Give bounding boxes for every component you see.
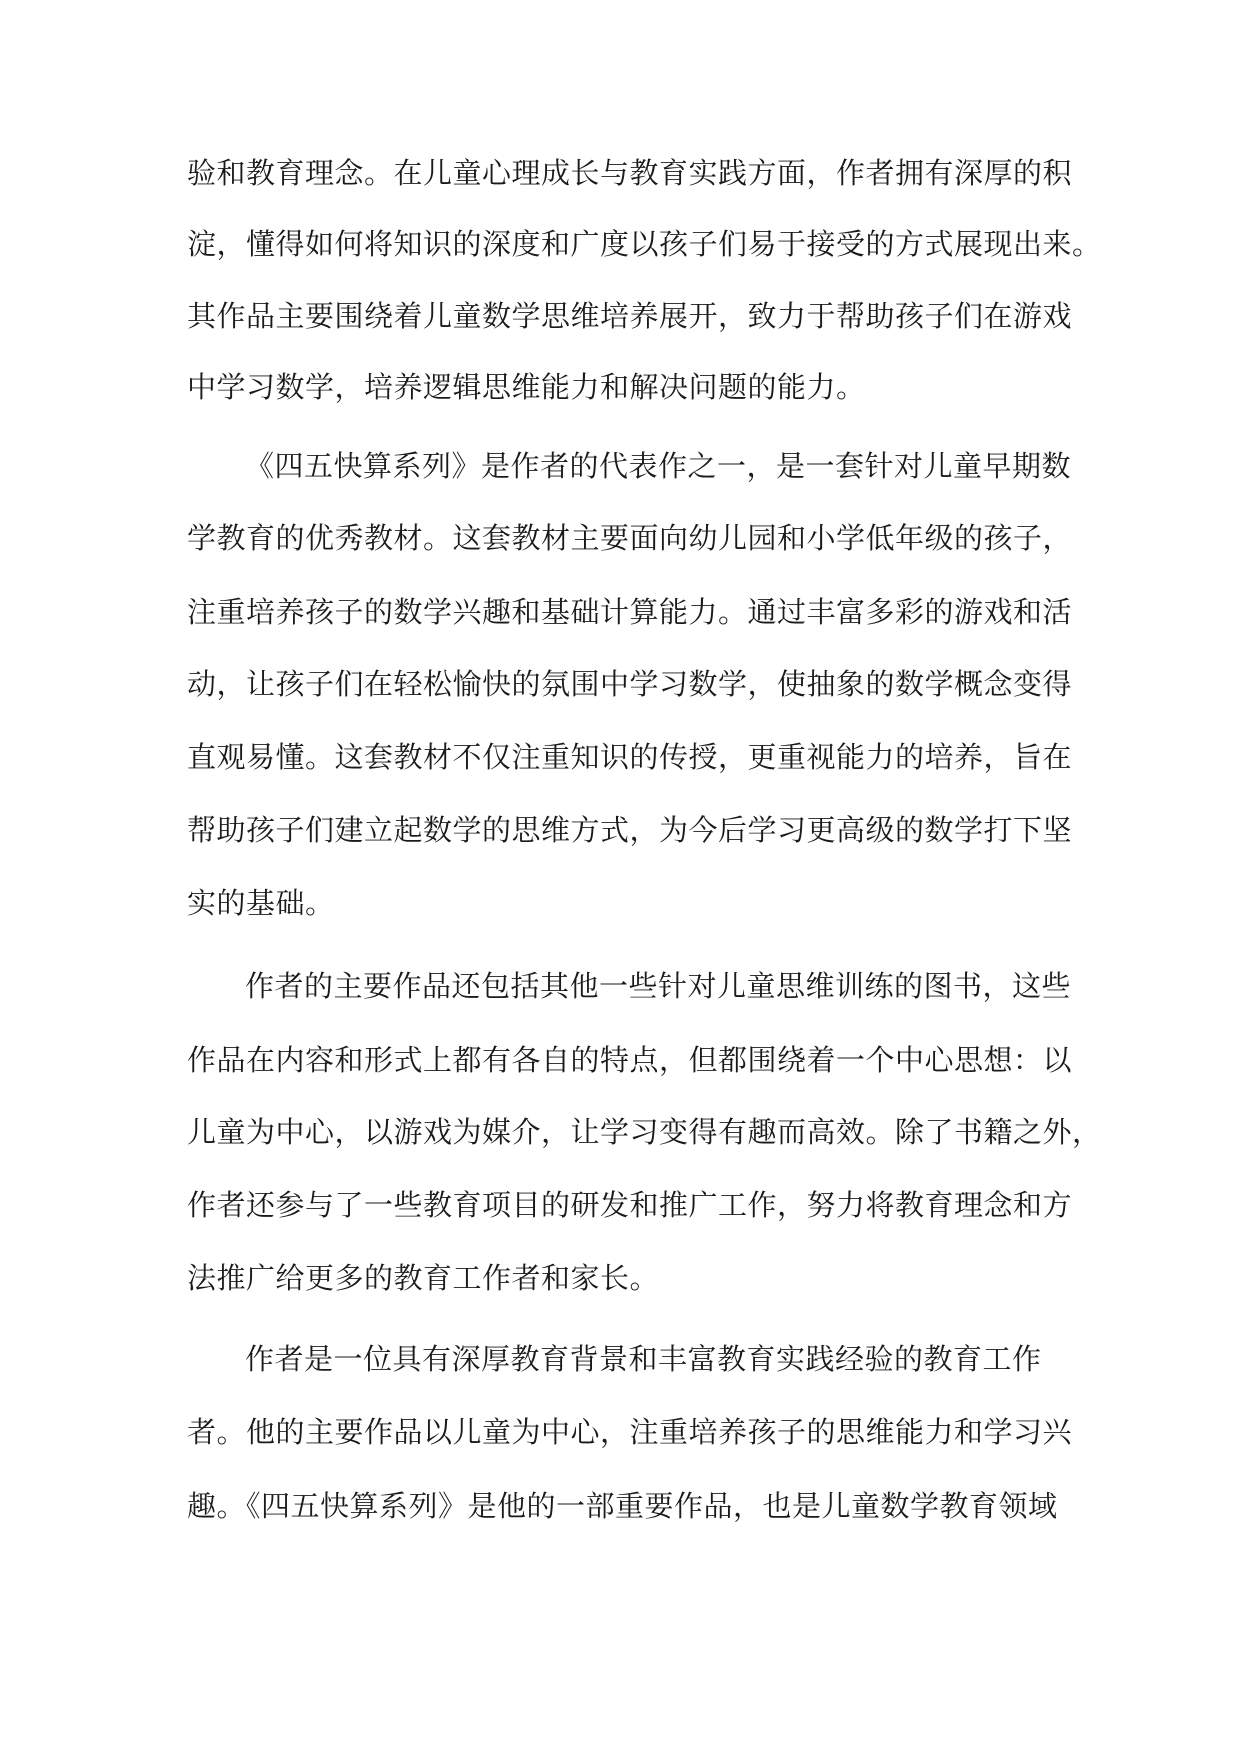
- text-line: 其作品主要围绕着儿童数学思维培养展开，致力于帮助孩子们在游戏: [187, 299, 1073, 333]
- text-line: 者。他的主要作品以儿童为中心，注重培养孩子的思维能力和学习兴: [187, 1415, 1073, 1449]
- text-line: 法推广给更多的教育工作者和家长。: [187, 1261, 660, 1295]
- text-line: 注重培养孩子的数学兴趣和基础计算能力。通过丰富多彩的游戏和活: [187, 595, 1073, 629]
- paragraph-first-line: 作者是一位具有深厚教育背景和丰富教育实践经验的教育工作: [245, 1342, 1042, 1376]
- text-line: 趣。《四五快算系列》是他的一部重要作品，也是儿童数学教育领域: [187, 1489, 1058, 1523]
- text-line: 作者还参与了一些教育项目的研发和推广工作，努力将教育理念和方: [187, 1188, 1073, 1222]
- text-line: 帮助孩子们建立起数学的思维方式，为今后学习更高级的数学打下坚: [187, 813, 1073, 847]
- text-line: 实的基础。: [187, 886, 335, 920]
- text-line: 淀，懂得如何将知识的深度和广度以孩子们易于接受的方式展现出来。: [187, 227, 1102, 261]
- text-line: 作品在内容和形式上都有各自的特点，但都围绕着一个中心思想：以: [187, 1043, 1073, 1077]
- text-line: 验和教育理念。在儿童心理成长与教育实践方面，作者拥有深厚的积: [187, 156, 1073, 190]
- text-line: 学教育的优秀教材。这套教材主要面向幼儿园和小学低年级的孩子，: [187, 521, 1073, 555]
- paragraph-first-line: 《四五快算系列》是作者的代表作之一，是一套针对儿童早期数: [245, 449, 1072, 483]
- text-line: 动，让孩子们在轻松愉快的氛围中学习数学，使抽象的数学概念变得: [187, 667, 1073, 701]
- text-line: 直观易懂。这套教材不仅注重知识的传授，更重视能力的培养，旨在: [187, 740, 1073, 774]
- text-line: 儿童为中心，以游戏为媒介，让学习变得有趣而高效。除了书籍之外，: [187, 1115, 1102, 1149]
- paragraph-first-line: 作者的主要作品还包括其他一些针对儿童思维训练的图书，这些: [245, 969, 1072, 1003]
- text-line: 中学习数学，培养逻辑思维能力和解决问题的能力。: [187, 370, 866, 404]
